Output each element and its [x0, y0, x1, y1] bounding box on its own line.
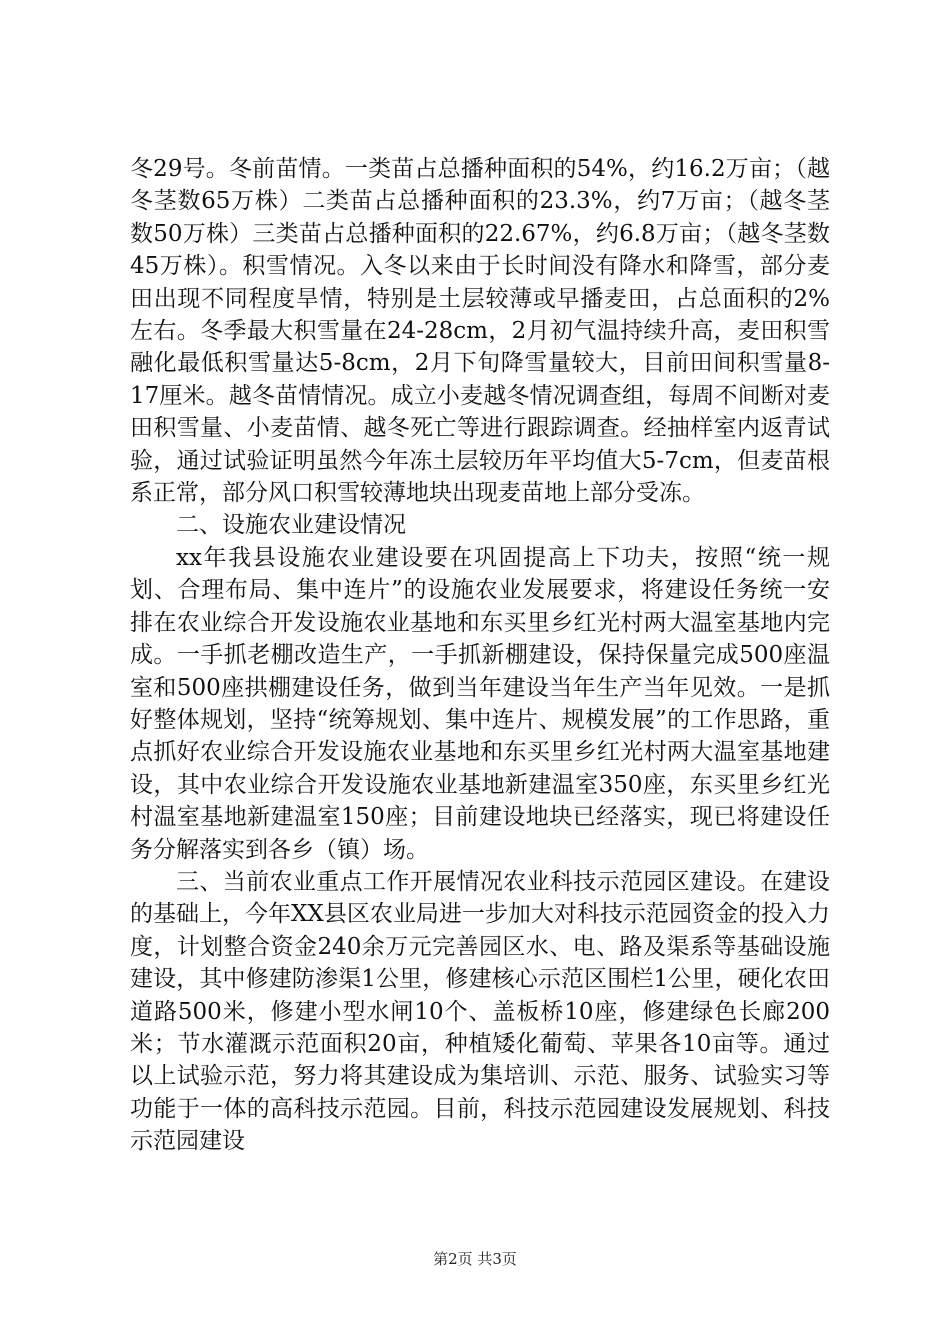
heading-facility-agriculture: 二、设施农业建设情况 [176, 512, 406, 539]
paragraph-key-work: 三、当前农业重点工作开展情况农业科技示范园区建设。在建设的基础上，今年XX县区农业局进一步加大对科技示范园资金的投入力度，计划整合资金240余万元完善园区水、电、路及渠系等基础设施建设，其中修建防渗渠1公里，修建核心示范区围栏1公里，硬化农田道路500米，修建小型水闸10个、盖板桥10座，修建绿色长廊200米；节水灌溉示范面积20亩，种植矮化葡萄、苹果各10亩等。通过以上试验示范，努力将其建设成为集培训、示范、服务、试验实习等功能于一体的高科技示范园。目前，科技示范园建设发展规划、科技示范园建设 [130, 868, 830, 1155]
page-number-footer: 第2页 共3页 [433, 1250, 517, 1268]
paragraph-winter-wheat: 冬29号。冬前苗情。一类苗占总播种面积的54%，约16.2万亩；（越冬茎数65万株）二类苗占总播种面积的23.3%，约7万亩；（越冬茎数50万株）三类苗占总播种面积的22.67%，约6.8万亩；（越冬茎数45万株）。积雪情况。入冬以来由于长时间没有降水和降雪，部分麦田出现不同程度旱情，特别是土层较薄或早播麦田，占总面积的2%左右。冬季最大积雪量在24-28cm，2月初气温持续升高，麦田积雪融化最低积雪量达5-8cm，2月下旬降雪量较大，目前田间积雪量8-17厘米。越冬苗情情况。成立小麦越冬情况调查组，每周不间断对麦田积雪量、小麦苗情、越冬死亡等进行跟踪调查。经抽样室内返青试验，通过试验证明虽然今年冻土层较历年平均值大5-7cm，但麦苗根系正常，部分风口积雪较薄地块出现麦苗地上部分受冻。 [130, 156, 830, 507]
document-body [130, 153, 830, 1158]
paragraph-facility-agriculture: xx年我县设施农业建设要在巩固提高上下功夫，按照“统一规划、合理布局、集中连片”的设施农业发展要求，将建设任务统一安排在农业综合开发设施农业基地和东买里乡红光村两大温室基地内完成。一手抓老棚改造生产，一手抓新棚建设，保持保量完成500座温室和500座拱棚建设任务，做到当年建设当年生产当年见效。一是抓好整体规划，坚持“统筹规划、集中连片、规模发展”的工作思路，重点抓好农业综合开发设施农业基地和东买里乡红光村两大温室基地建设，其中农业综合开发设施农业基地新建温室350座，东买里乡红光村温室基地新建温室150座；目前建设地块已经落实，现已将建设任务分解落实到各乡（镇）场。 [130, 544, 830, 863]
